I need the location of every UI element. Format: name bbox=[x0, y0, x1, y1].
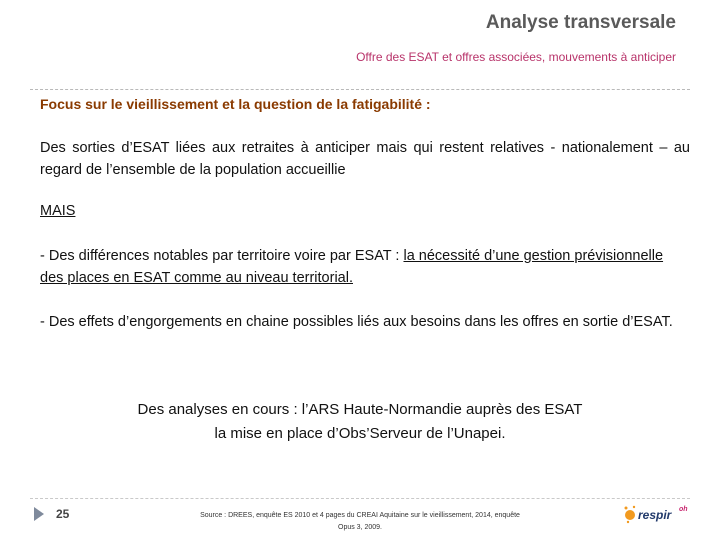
page-number: 25 bbox=[56, 507, 70, 521]
source-line-1: Source : DREES, enquête ES 2010 et 4 pages du CREAI Aquitaine sur le vieillissement, 2014, enquête bbox=[200, 512, 520, 519]
nav-arrow-icon bbox=[34, 507, 44, 521]
respiroh-logo bbox=[622, 503, 702, 525]
slide-subtitle: Offre des ESAT et offres associées, mouvements à anticiper bbox=[356, 50, 676, 64]
logo-superscript: oh bbox=[679, 506, 688, 513]
bullet-territorial-differences bbox=[40, 245, 690, 289]
footer-divider bbox=[30, 498, 690, 499]
focus-heading: Focus sur le vieillissement et la question de la fatigabilité : bbox=[40, 96, 431, 112]
logo-text: respir bbox=[638, 508, 672, 522]
ongoing-analyses bbox=[0, 398, 720, 446]
slide-title: Analyse transversale bbox=[485, 12, 676, 33]
bullet1-underlined: la nécessité d’une gestion prévisionnelle des places en ESAT comme au niveau territorial. bbox=[40, 248, 664, 286]
source-line-2: Opus 3, 2009. bbox=[338, 524, 382, 531]
paragraph-retirements: Des sorties d’ESAT liées aux retraites à anticiper mais qui restent relatives - nationalement – au regard de l’ensemble de la population accueillie bbox=[40, 140, 690, 178]
mais-label: MAIS bbox=[40, 203, 76, 219]
source-note bbox=[170, 510, 550, 534]
bullet-engorgement-effects: - Des effets d’engorgements en chaine possibles liés aux besoins dans les offres en sortie d’ESAT. bbox=[40, 314, 673, 330]
header-divider bbox=[30, 89, 690, 90]
bullet1-prefix: - Des différences notables par territoire voire par ESAT : bbox=[40, 248, 404, 264]
analyses-line-2: la mise en place d’Obs’Serveur de l’Unapei. bbox=[214, 425, 506, 442]
analyses-line-1: Des analyses en cours : l’ARS Haute-Normandie auprès des ESAT bbox=[137, 401, 583, 418]
logo-mark-icon bbox=[625, 510, 635, 520]
